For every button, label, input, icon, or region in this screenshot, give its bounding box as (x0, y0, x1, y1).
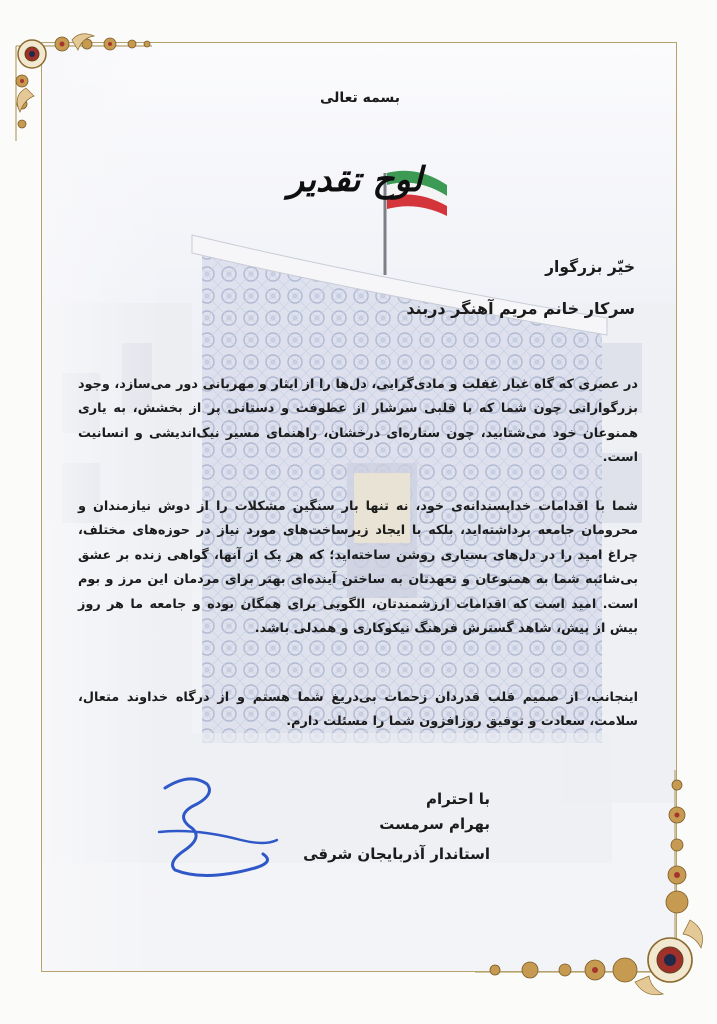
closing-regards: با احترام (425, 790, 490, 808)
body-paragraph-3: اینجانب، از صمیم قلب قدردان زحمات بی‌دریغ شما هستم و از درگاه خداوند متعال، سلامت، سعادت و توفیق روزافزون شما را مسئلت دارم. (78, 690, 638, 730)
basmala-heading: بسمه تعالی (319, 90, 401, 106)
corner-ornament-bottom-right (475, 770, 715, 1002)
certificate-title: لوح تقدیر (287, 160, 423, 200)
signer-title: استاندار آذربایجان شرقی (303, 845, 490, 863)
salutation: خیّر بزرگوار (545, 258, 635, 276)
body-paragraph-1: در عصری که گاه غبار غفلت و مادی‌گرایی، دل‌ها را از ایثار و مهربانی دور می‌سازد، وجود بزرگوارانی چون شما که با قلبی سرشار از عطوفت و دستانی پر از بخشش، به یاری همنوعان خود می‌شتابید، چون ستاره‌ای درخشان، راهنمای مسیر نیک‌اندیشی و انسانیت است. (78, 377, 638, 466)
corner-ornament-top-left (2, 26, 162, 146)
body-paragraph-2: شما با اقدامات خداپسندانه‌ی خود، نه تنها بار سنگین مشکلات را از دوش نیازمندان و محرومان جامعه برداشته‌اید، بلکه با ایجاد زیرساخت‌های مورد نیاز در حوزه‌های مختلف، چراغ امید را در دل‌های بسیاری روشن ساخته‌اید؛ که هر یک از آنها، گواهی زنده بر عشق بی‌شائبه شما به همنوعان و تعهدتان به ساختن آینده‌ای بهتر برای مردمان این مرز و بوم است. امید است که اقدامات ارزشمندتان، الگویی برای همگان بوده و جامعه ما هر روز بیش از پیش، شاهد گسترش فرهنگ نیکوکاری و همدلی باشد. (78, 499, 638, 637)
handwritten-signature (145, 770, 285, 885)
recipient-name: سرکار خانم مریم آهنگر دربند (406, 299, 635, 318)
signer-name: بهرام سرمست (379, 815, 490, 833)
